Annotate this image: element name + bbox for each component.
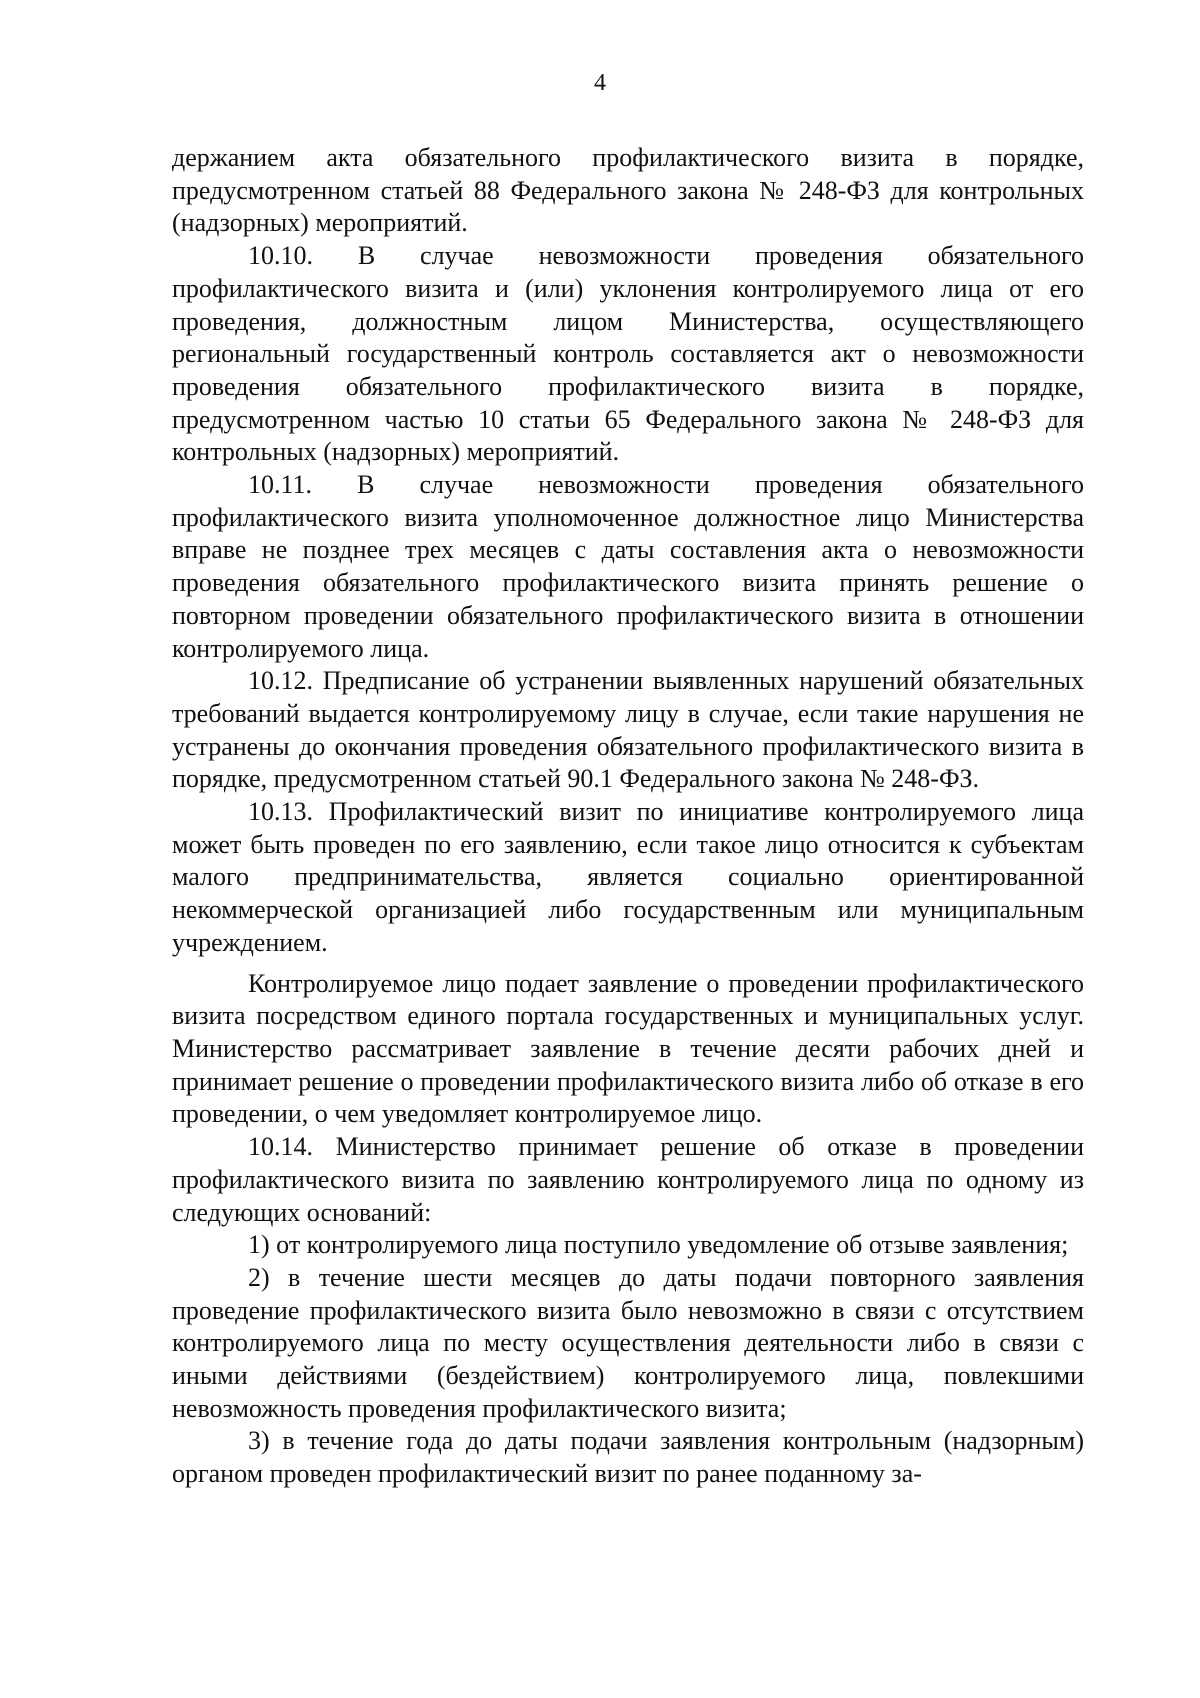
paragraph-continuation: держанием акта обязательного профилактического визита в порядке, предусмотренном статьей 88 Федерального закона № 248-ФЗ для контрольных (надзорных) мероприятий. bbox=[172, 143, 1084, 238]
page-number: 4 bbox=[594, 70, 606, 96]
paragraph-10-11: 10.11. В случае невозможности проведения обязательного профилактического визита уполномоченное должностное лицо Министерства вправе не позднее трех месяцев с даты составления акта о невозможности проведения обязательного профилактического визита принять решение о повторном проведении обязательного профилактического визита в отношении контролируемого лица. bbox=[172, 470, 1084, 663]
list-item-3: 3) в течение года до даты подачи заявления контрольным (надзорным) органом проведен профилактический визит по ранее поданному за- bbox=[172, 1426, 1084, 1489]
list-item-1: 1) от контролируемого лица поступило уведомление об отзыве заявления; bbox=[248, 1230, 1069, 1260]
document-body bbox=[172, 142, 1084, 1491]
paragraph-10-14: 10.14. Министерство принимает решение об отказе в проведении профилактического визита по заявлению контролируемого лица по одному из следующих оснований: bbox=[172, 1132, 1084, 1227]
paragraph-10-10: 10.10. В случае невозможности проведения обязательного профилактического визита и (или) уклонения контролируемого лица от его проведения, должностным лицом Министерства, осуществляющего региональный государственный контроль составляется акт о невозможности проведения обязательного профилактического визита в порядке, предусмотренном частью 10 статьи 65 Федерального закона № 248-ФЗ для контрольных (надзорных) мероприятий. bbox=[172, 241, 1084, 467]
list-item-2: 2) в течение шести месяцев до даты подачи повторного заявления проведение профилактического визита было невозможно в связи с отсутствием контролируемого лица по месту осуществления деятельности либо в связи с иными действиями (бездействием) контролируемого лица, повлекшими невозможность проведения профилактического визита; bbox=[172, 1262, 1084, 1423]
paragraph-10-12: 10.12. Предписание об устранении выявленных нарушений обязательных требований выдается контролируемому лицу в случае, если такие нарушения не устранены до окончания проведения обязательного профилактического визита в порядке, предусмотренном статьей 90.1 Федерального закона № 248-ФЗ. bbox=[172, 666, 1084, 794]
paragraph-10-13: 10.13. Профилактический визит по инициативе контролируемого лица может быть проведен по его заявлению, если такое лицо относится к субъектам малого предпринимательства, является социально ориентированной некоммерческой организацией либо государственным или муниципальным учреждением. bbox=[172, 797, 1084, 957]
paragraph-application: Контролируемое лицо подает заявление о проведении профилактического визита посредством единого портала государственных и муниципальных услуг. Министерство рассматривает заявление в течение десяти рабочих дней и принимает решение о проведении профилактического визита либо об отказе в его проведении, о чем уведомляет контролируемое лицо. bbox=[172, 968, 1084, 1129]
